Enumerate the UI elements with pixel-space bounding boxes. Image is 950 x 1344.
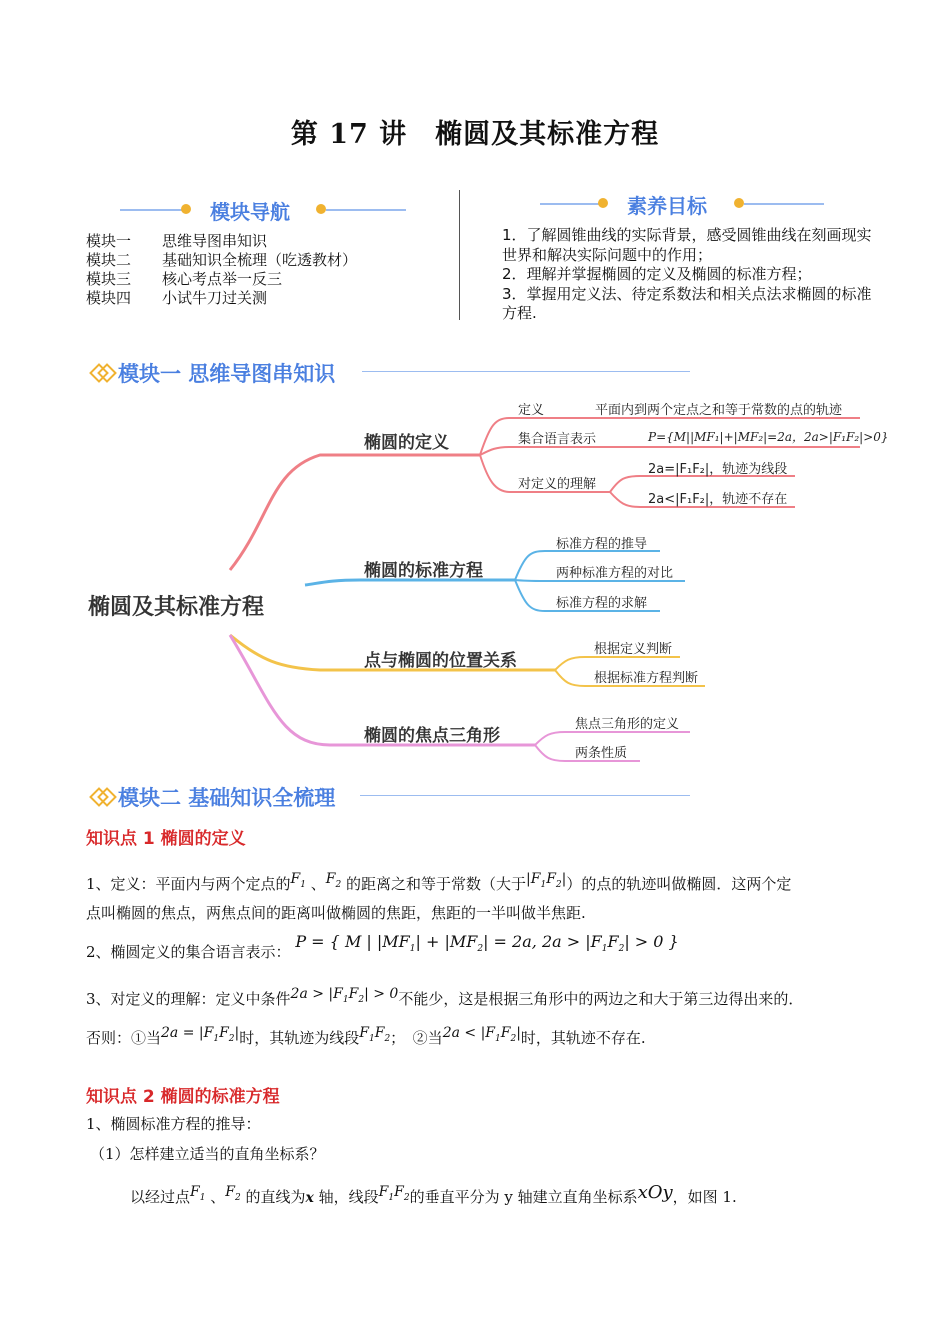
paragraph-question: （1）怎样建立适当的直角坐标系？ (90, 1145, 325, 1163)
nav-list (86, 232, 357, 308)
leaf-understanding: 对定义的理解 (518, 477, 597, 492)
paragraph-coordinate: 以经过点$F_1$ 、$F_2$ 的直线为x 轴，线段$F_1F_2$的垂直平分为 y 轴建立直角坐标系xOy，如图 1. (130, 1182, 737, 1206)
goal-item: 1．了解圆锥曲线的实际背景，感受圆锥曲线在刻画现实世界和解决实际问题中的作用； (502, 226, 872, 264)
goals-line-left (540, 203, 600, 205)
goal-item: 3．掌握用定义法、待定系数法和相关点法求椭圆的标准方程. (502, 284, 872, 322)
leaf: 两条性质 (575, 746, 628, 761)
mindmap-root: 椭圆及其标准方程 (88, 595, 265, 620)
module2-rule (360, 795, 690, 796)
leaf-und-a: 2a=|F₁F₂|，轨迹为线段 (648, 462, 788, 477)
nav-item[interactable]: 模块三 核心考点举一反三 (86, 270, 283, 288)
paragraph-understanding: 3、对定义的理解：定义中条件$2a > |F_1F_2| > 0$不能少，这是根据三角形中的两边之和大于第三边得出来的． (86, 986, 804, 1008)
goals-line-right (744, 203, 824, 205)
leaf: 焦点三角形的定义 (575, 717, 680, 732)
dot-icon (598, 198, 608, 208)
leaf-def: 定义 (518, 403, 545, 418)
nav-heading: 模块导航 (210, 200, 290, 224)
nav-line-left (120, 209, 185, 211)
leaf-set-formula: P={M||MF₁|+|MF₂|=2a，2a>|F₁F₂|>0} (648, 430, 889, 444)
paragraph-otherwise: 否则：①当$2a = |F_1F_2|$时，其轨迹为线段$F_1F_2$； ②当$2a < |F_1F_2|$时，其轨迹不存在. (86, 1025, 646, 1047)
module1-rule (362, 371, 690, 372)
leaf: 标准方程的求解 (556, 596, 648, 611)
branch-position: 点与椭圆的位置关系 (364, 651, 517, 671)
dot-icon (316, 204, 326, 214)
knowledge-point-2: 知识点 2 椭圆的标准方程 (86, 1087, 280, 1107)
goals-list (502, 226, 872, 324)
branch-focal: 椭圆的焦点三角形 (364, 726, 500, 746)
vertical-divider (459, 190, 460, 320)
leaf: 标准方程的推导 (556, 537, 648, 552)
branch-standard: 椭圆的标准方程 (364, 561, 483, 581)
knowledge-point-1: 知识点 1 椭圆的定义 (86, 829, 246, 849)
module2-heading: 模块二 基础知识全梳理 (118, 786, 336, 810)
dot-icon (734, 198, 744, 208)
leaf: 根据标准方程判断 (594, 671, 699, 686)
sub-line (480, 447, 860, 455)
page-title: 第 17 讲 椭圆及其标准方程 (290, 119, 660, 150)
branch-line-definition (230, 455, 480, 570)
leaf: 根据定义判断 (594, 642, 673, 657)
nav-line-right (326, 209, 406, 211)
nav-item[interactable]: 模块一 思维导图串知识 (86, 232, 268, 250)
paragraph-definition: 1、定义：平面内与两个定点的$F_1$ 、$F_2$ 的距离之和等于常数（大于$|F_1F_2|$）的点的轨迹叫做椭圆．这两个定 点叫椭圆的焦点，两焦点间的距离叫做椭圆的焦距，焦距的一半叫做半焦距. (86, 871, 792, 922)
branch-definition: 椭圆的定义 (364, 433, 449, 453)
leaf-und-b: 2a<|F₁F₂|，轨迹不存在 (648, 492, 788, 507)
paragraph-derivation: 1、椭圆标准方程的推导： (86, 1115, 261, 1133)
leaf: 两种标准方程的对比 (556, 566, 674, 581)
leaf-def-text: 平面内到两个定点之和等于常数的点的轨迹 (595, 403, 843, 418)
nav-item[interactable]: 模块二 基础知识全梳理（吃透教材） (86, 251, 358, 269)
leaf-set: 集合语言表示 (518, 432, 597, 447)
nav-item[interactable]: 模块四 小试牛刀过关测 (86, 289, 268, 307)
module1-heading: 模块一 思维导图串知识 (118, 362, 336, 386)
goal-item: 2．理解并掌握椭圆的定义及椭圆的标准方程； (502, 265, 812, 283)
paragraph-set: 2、椭圆定义的集合语言表示： P = { M | $|MF_1| + |MF_2| = 2a$, $2a > |F_1F_2| > 0$ } (86, 932, 679, 961)
goals-heading: 素养目标 (627, 194, 707, 218)
dot-icon (181, 204, 191, 214)
